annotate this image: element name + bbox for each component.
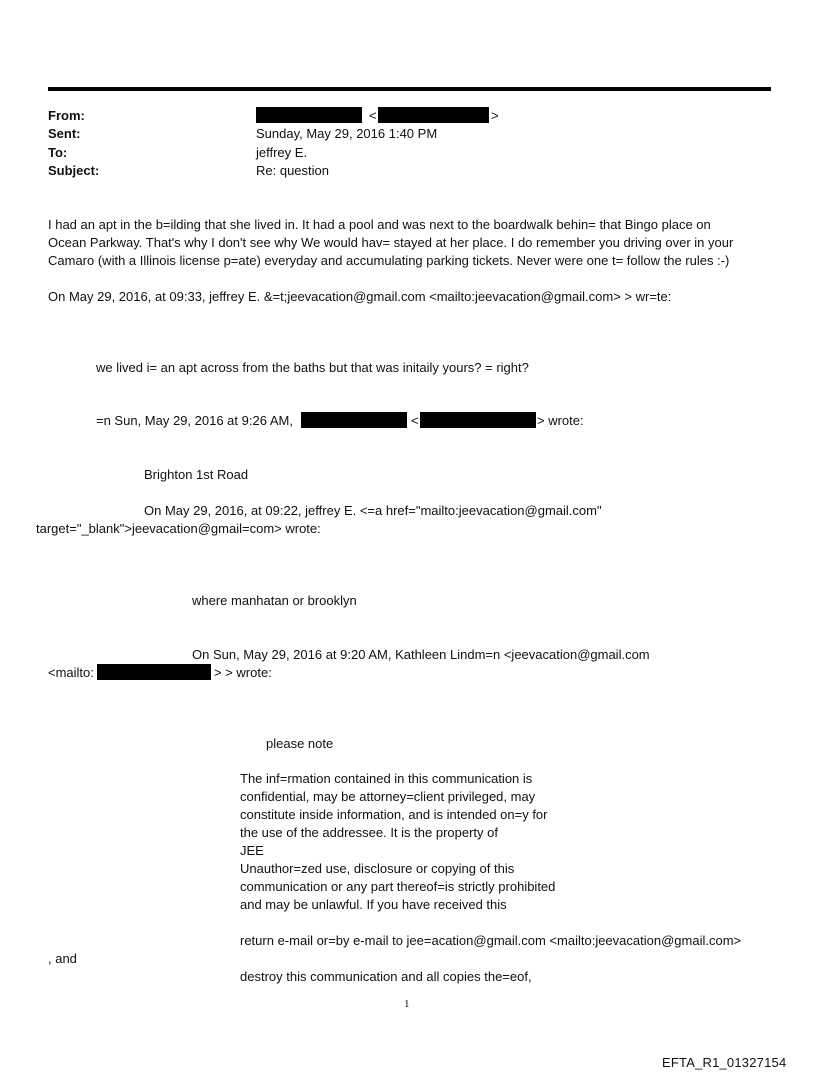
quote-intro: =n Sun, May 29, 2016 at 9:26 AM, <box>96 413 293 428</box>
redacted-sender-email <box>378 107 489 123</box>
disclaimer-line: The inf=rmation contained in this communication is <box>240 771 533 786</box>
to-value: jeffrey E. <box>256 145 308 160</box>
header-rule <box>48 87 771 91</box>
quote-intro-tail: > wrote: <box>537 413 584 428</box>
destroy-line: destroy this communication and all copies the=eof, <box>240 969 532 984</box>
and-line: , and <box>48 951 77 966</box>
quote-intro: target="_blank">jeevacation@gmail=com> wrote: <box>36 521 321 536</box>
footer-id: EFTA_R1_01327154 <box>662 1055 787 1070</box>
quote-intro: On May 29, 2016, at 09:33, jeffrey E. &=t;jeevacation@gmail.com <mailto:jeevacation@gmail.com> > wr=te: <box>48 289 672 304</box>
subject-label: Subject: <box>48 163 100 178</box>
return-line: return e-mail or=by e-mail to jee=acation@gmail.com <mailto:jeevacation@gmail.com> <box>240 933 742 948</box>
quote-intro-tail: > > wrote: <box>214 665 272 680</box>
from-label: From: <box>48 108 85 123</box>
from-gt: > <box>491 108 499 123</box>
disclaimer-line: JEE <box>240 843 264 858</box>
disclaimer-line: Unauthor=zed use, disclosure or copying of this <box>240 861 515 876</box>
disclaimer-line: communication or any part thereof=is strictly prohibited <box>240 879 556 894</box>
from-lt: < <box>369 108 377 123</box>
quote-text: where manhatan or brooklyn <box>192 593 357 608</box>
subject-value: Re: question <box>256 163 329 178</box>
disclaimer-line: the use of the addressee. It is the property of <box>240 825 498 840</box>
disclaimer-line: and may be unlawful. If you have received this <box>240 897 507 912</box>
redacted-email <box>97 664 211 680</box>
body-line: I had an apt in the b=ilding that she lived in. It had a pool and was next to the boardwalk behin= that Bingo place on <box>48 217 711 232</box>
redacted-name <box>301 412 407 428</box>
quote-text: please note <box>266 736 334 751</box>
redacted-sender-name <box>256 107 362 123</box>
body-line: Camaro (with a Illinois license p=ate) everyday and accumulating parking tickets. Never were one t= follow the rules :-) <box>48 253 730 268</box>
quote-text: we lived i= an apt across from the baths but that was initaily yours? = right? <box>96 360 529 375</box>
quote-intro: <mailto: <box>48 665 94 680</box>
redacted-email <box>420 412 536 428</box>
disclaimer-line: constitute inside information, and is intended on=y for <box>240 807 548 822</box>
sent-label: Sent: <box>48 126 81 141</box>
to-label: To: <box>48 145 68 160</box>
quote-intro: On May 29, 2016, at 09:22, jeffrey E. <=a href="mailto:jeevacation@gmail.com" <box>144 503 602 518</box>
quote-lt: < <box>411 413 419 428</box>
quote-intro: On Sun, May 29, 2016 at 9:20 AM, Kathleen Lindm=n <jeevacation@gmail.com <box>192 647 650 662</box>
quote-text: Brighton 1st Road <box>144 467 249 482</box>
disclaimer-line: confidential, may be attorney=client privileged, may <box>240 789 536 804</box>
sent-value: Sunday, May 29, 2016 1:40 PM <box>256 126 438 141</box>
page-number: 1 <box>404 998 410 1010</box>
body-line: Ocean Parkway. That's why I don't see why We would hav= stayed at her place. I do remember you driving over in your <box>48 235 734 250</box>
